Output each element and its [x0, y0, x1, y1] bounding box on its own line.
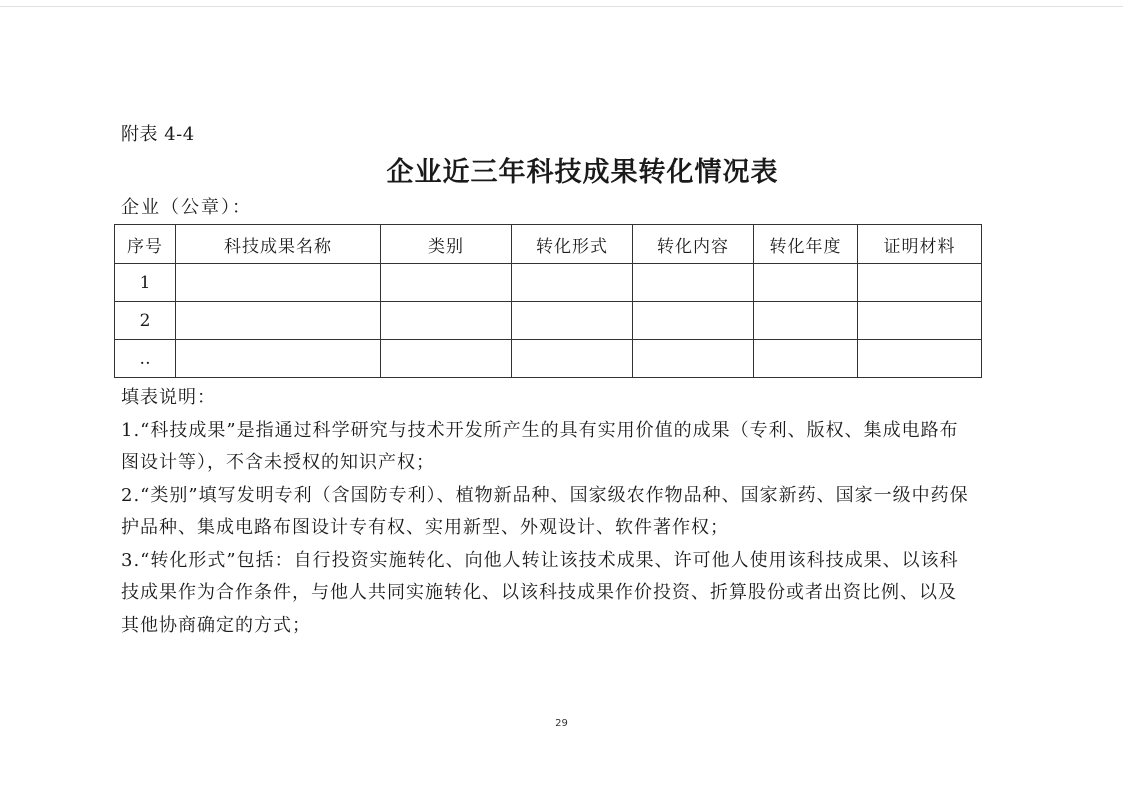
- attachment-label: 附表 4-4: [121, 124, 195, 145]
- header-serial-number: 序号: [115, 225, 176, 264]
- header-achievement-name: 科技成果名称: [176, 225, 381, 264]
- row-serial-cell: 2: [115, 302, 176, 340]
- table-cell: [754, 302, 858, 340]
- filling-instructions: [121, 382, 971, 642]
- instructions-heading: 填表说明：: [121, 387, 216, 408]
- company-seal-label: 企业（公章）：: [121, 197, 252, 218]
- row-serial-cell: ‥: [115, 340, 176, 378]
- table-cell: [176, 302, 381, 340]
- table-cell: [754, 340, 858, 378]
- page-number: 29: [555, 718, 568, 729]
- instruction-item-3: 3.“转化形式”包括：自行投资实施转化、向他人转让该技术成果、许可他人使用该科技成果、以该科技成果作为合作条件，与他人共同实施转化、以该科技成果作价投资、折算股份或者出资比例、以及其他协商确定的方式；: [121, 549, 959, 636]
- table-cell: [858, 340, 982, 378]
- table-cell: [512, 264, 633, 302]
- table-row: [115, 340, 982, 378]
- table-header-row: [115, 225, 982, 264]
- header-transfer-form: 转化形式: [512, 225, 633, 264]
- table-row: [115, 302, 982, 340]
- table-cell: [633, 302, 754, 340]
- table-cell: [754, 264, 858, 302]
- instruction-item-1: 1.“科技成果”是指通过科学研究与技术开发所产生的具有实用价值的成果（专利、版权、集成电路布图设计等），不含未授权的知识产权；: [121, 419, 959, 473]
- table-cell: [858, 264, 982, 302]
- header-transfer-content: 转化内容: [633, 225, 754, 264]
- table-cell: [633, 340, 754, 378]
- tech-transfer-table: [114, 224, 982, 378]
- table-cell: [858, 302, 982, 340]
- document-title: 企业近三年科技成果转化情况表: [386, 157, 779, 188]
- table-row: [115, 264, 982, 302]
- table-cell: [176, 264, 381, 302]
- row-serial-cell: 1: [115, 264, 176, 302]
- header-category: 类别: [381, 225, 512, 264]
- table-cell: [381, 264, 512, 302]
- header-supporting-documents: 证明材料: [858, 225, 982, 264]
- instruction-item-2: 2.“类别”填写发明专利（含国防专利）、植物新品种、国家级农作物品种、国家新药、国家一级中药保护品种、集成电路布图设计专有权、实用新型、外观设计、软件著作权；: [121, 484, 969, 538]
- table-cell: [176, 340, 381, 378]
- page-top-edge: [0, 6, 1123, 7]
- table-cell: [512, 340, 633, 378]
- table-cell: [512, 302, 633, 340]
- table-cell: [381, 340, 512, 378]
- table-cell: [381, 302, 512, 340]
- table-cell: [633, 264, 754, 302]
- header-transfer-year: 转化年度: [754, 225, 858, 264]
